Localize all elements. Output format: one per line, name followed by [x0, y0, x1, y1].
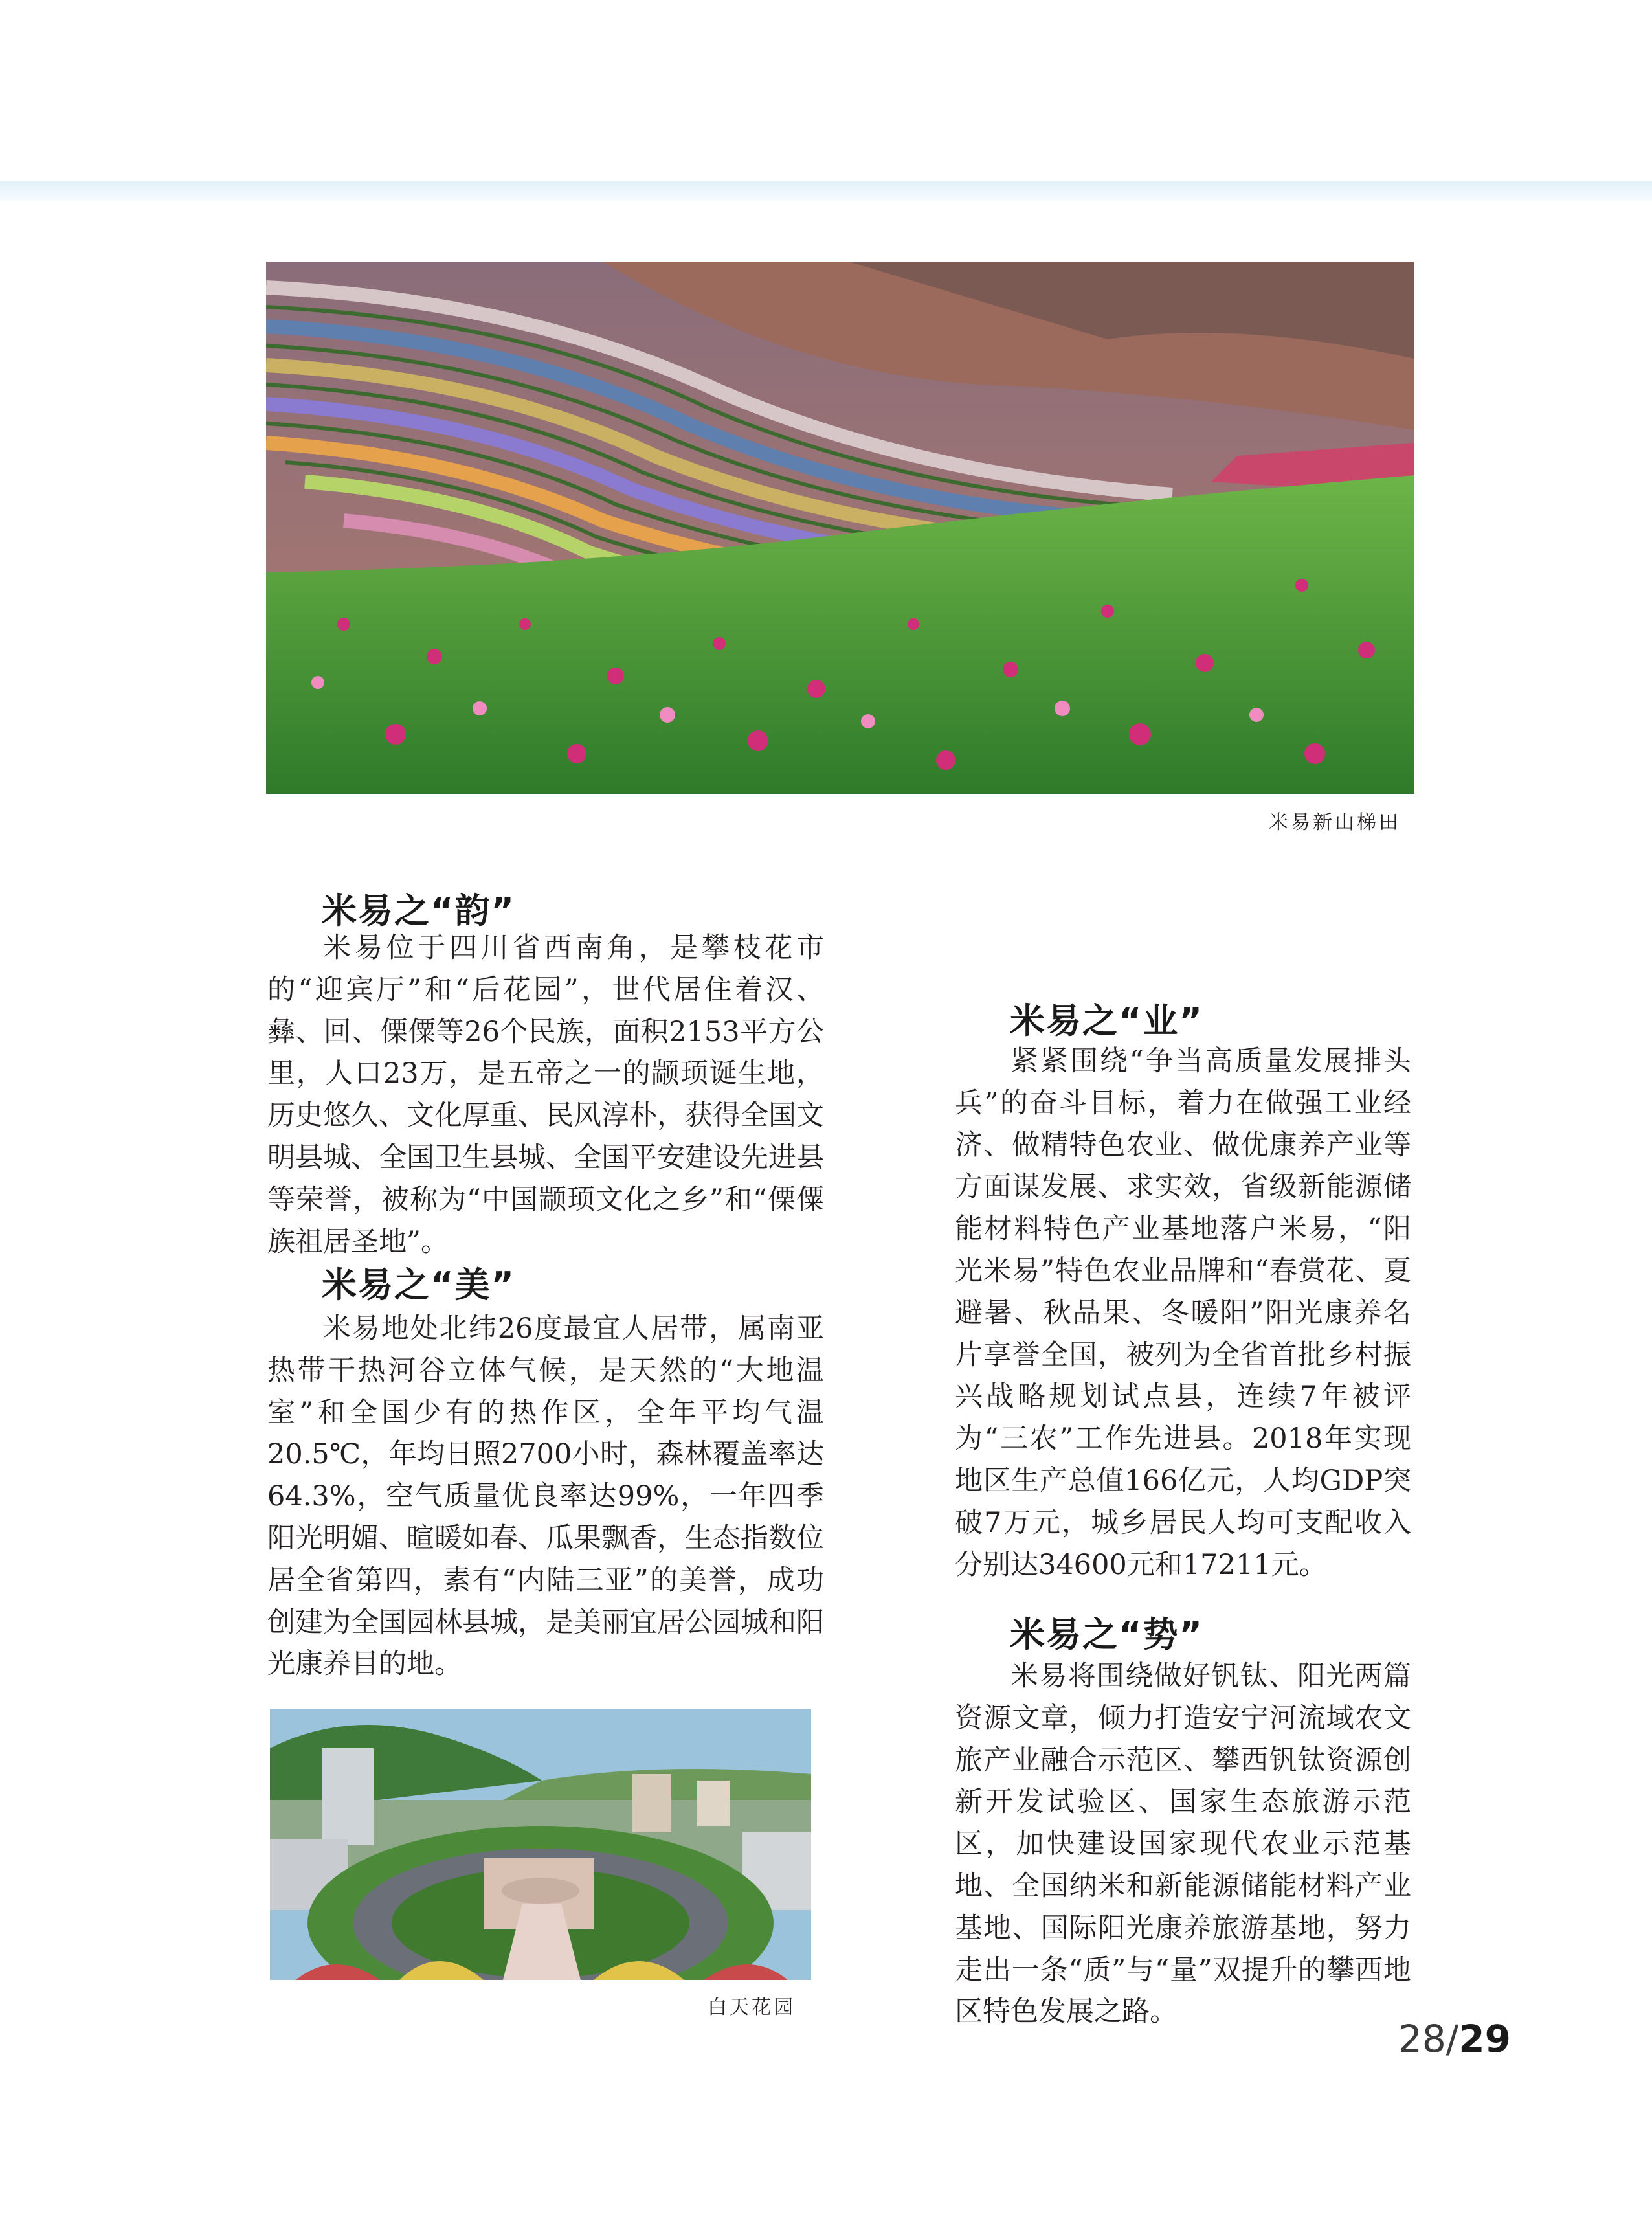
section-yun-body	[267, 927, 824, 1263]
section-shi-body	[955, 1656, 1411, 2033]
section-shi-title: 米易之“势”	[1010, 1614, 1203, 1655]
section-mei-title: 米易之“美”	[322, 1265, 515, 1305]
section-ye-paragraph: 紧紧围绕“争当高质量发展排头兵”的奋斗目标，着力在做强工业经济、做精特色农业、做优康养产业等方面谋发展、求实效，省级新能源储能材料特色产业基地落户米易，“阳光米易”特色农业品牌和“春赏花、夏避暑、秋品果、冬暖阳”阳光康养名片享誉全国，被列为全省首批乡村振兴战略规划试点县，连续7年被评为“三农”工作先进县。2018年实现地区生产总值166亿元，人均GDP突破7万元，城乡居民人均可支配收入分别达34600元和17211元。	[955, 1045, 1411, 1581]
garden-caption: 白天花园	[708, 1996, 796, 2019]
page-number	[1398, 2017, 1511, 2061]
section-yun-title: 米易之“韵”	[322, 890, 515, 931]
section-mei-paragraph: 米易地处北纬26度最宜人居带，属南亚热带干热河谷立体气候，是天然的“大地温室”和全国少有的热作区，全年平均气温20.5℃，年均日照2700小时，森林覆盖率达64.3%，空气质量优良率达99%，一年四季阳光明媚、暄暖如春、瓜果飘香，生态指数位居全省第四，素有“内陆三亚”的美誉，成功创建为全国园林县城，是美丽宜居公园城和阳光康养目的地。	[267, 1312, 824, 1681]
garden-photo	[270, 1709, 811, 1980]
page-number-left: 28/	[1398, 2017, 1459, 2061]
section-yun-paragraph: 米易位于四川省西南角，是攀枝花市的“迎宾厅”和“后花园”，世代居住着汉、彝、回、傈僳等26个民族，面积2153平方公里，人口23万，是五帝之一的颛顼诞生地，历史悠久、文化厚重、民风淳朴，获得全国文明县城、全国卫生县城、全国平安建设先进县等荣誉，被称为“中国颛顼文化之乡”和“傈僳族祖居圣地”。	[267, 932, 824, 1258]
section-mei-body	[267, 1308, 824, 1685]
terrace-caption: 米易新山梯田	[1269, 811, 1401, 834]
page-number-right: 29	[1458, 2017, 1511, 2061]
section-shi-paragraph: 米易将围绕做好钒钛、阳光两篇资源文章，倾力打造安宁河流域农文旅产业融合示范区、攀西钒钛资源创新开发试验区、国家生态旅游示范区，加快建设国家现代农业示范基地、全国纳米和新能源储能材料产业基地、国际阳光康养旅游基地，努力走出一条“质”与“量”双提升的攀西地区特色发展之路。	[955, 1660, 1411, 2029]
terrace-photo	[266, 262, 1414, 794]
header-band	[0, 181, 1652, 201]
section-ye-title: 米易之“业”	[1010, 1000, 1203, 1041]
section-ye-body	[955, 1040, 1411, 1586]
